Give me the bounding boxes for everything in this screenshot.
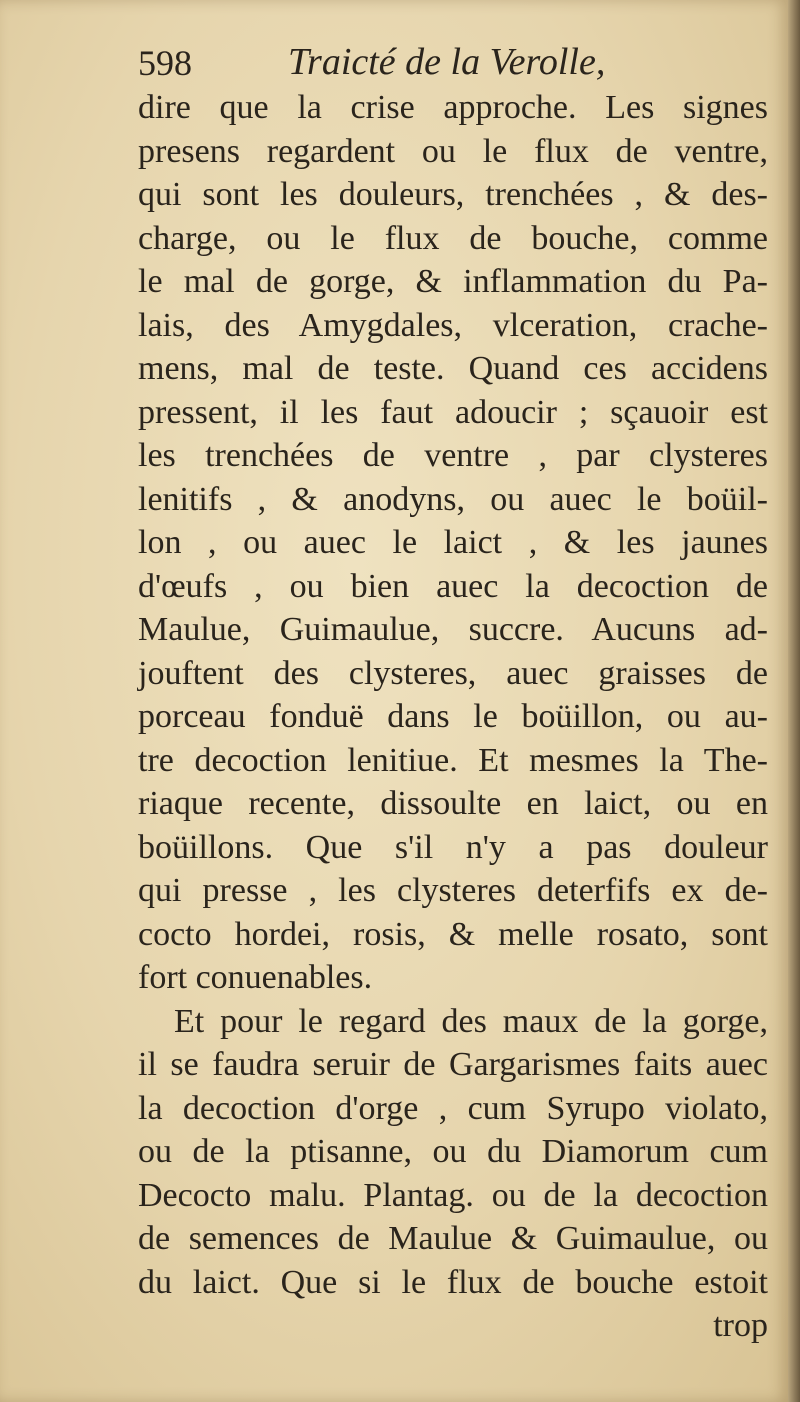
page-edge [788, 0, 800, 1402]
text-line: qui sont les douleurs, trenchées , & des- [138, 176, 768, 213]
text-line: les trenchées de ventre , par clysteres [138, 437, 768, 474]
text-line: ou de la ptisanne, ou du Diamorum cum [138, 1133, 768, 1170]
text-line: Decocto malu. Plantag. ou de la decoction [138, 1176, 768, 1214]
text-line: porceau fonduë dans le boüillon, ou au- [138, 698, 768, 735]
text-line: presens regardent ou le flux de ventre, [138, 132, 768, 170]
text-line: il se faudra seruir de Gargarismes faits auec [138, 1046, 768, 1083]
text-line: de semences de Maulue & Guimaulue, ou [138, 1220, 768, 1257]
text-line: fort conuenables. [138, 959, 373, 996]
text-line: la decoction d'orge , cum Syrupo violato, [138, 1089, 768, 1127]
text-line: jouftent des clysteres, auec graisses de [138, 654, 768, 692]
text-line: lais, des Amygdales, vlceration, crache- [138, 306, 768, 344]
running-title: Traicté de la Verolle, [288, 41, 606, 83]
text-line: charge, ou le flux de bouche, comme [138, 219, 768, 257]
text-line: qui presse , les clysteres deterfifs ex de- [138, 872, 768, 909]
text-line: tre decoction lenitiue. Et mesmes la The- [138, 741, 768, 779]
text-line: mens, mal de teste. Quand ces accidens [138, 350, 768, 387]
text-line: riaque recente, dissoulte en laict, ou en [138, 785, 768, 822]
text-line: d'œufs , ou bien auec la decoction de [138, 567, 768, 605]
text-line: du laict. Que si le flux de bouche estoit [138, 1263, 768, 1301]
text-line: lenitifs , & anodyns, ou auec le boüil- [138, 480, 768, 518]
text-line: dire que la crise approche. Les signes [138, 89, 768, 126]
body-text [138, 86, 768, 1348]
text-line: pressent, il les faut adoucir ; sçauoir est [138, 393, 768, 431]
text-line: lon , ou auec le laict , & les jaunes [138, 524, 768, 561]
text-line: Et pour le regard des maux de la gorge, [174, 1002, 768, 1040]
text-line: cocto hordei, rosis, & melle rosato, sont [138, 915, 768, 953]
text-line: Maulue, Guimaulue, succre. Aucuns ad- [138, 611, 768, 648]
text-line: le mal de gorge, & inflammation du Pa- [138, 263, 768, 300]
text-line: boüillons. Que s'il n'y a pas douleur [138, 828, 768, 866]
catchword: trop [713, 1307, 768, 1344]
page-number: 598 [138, 43, 192, 83]
